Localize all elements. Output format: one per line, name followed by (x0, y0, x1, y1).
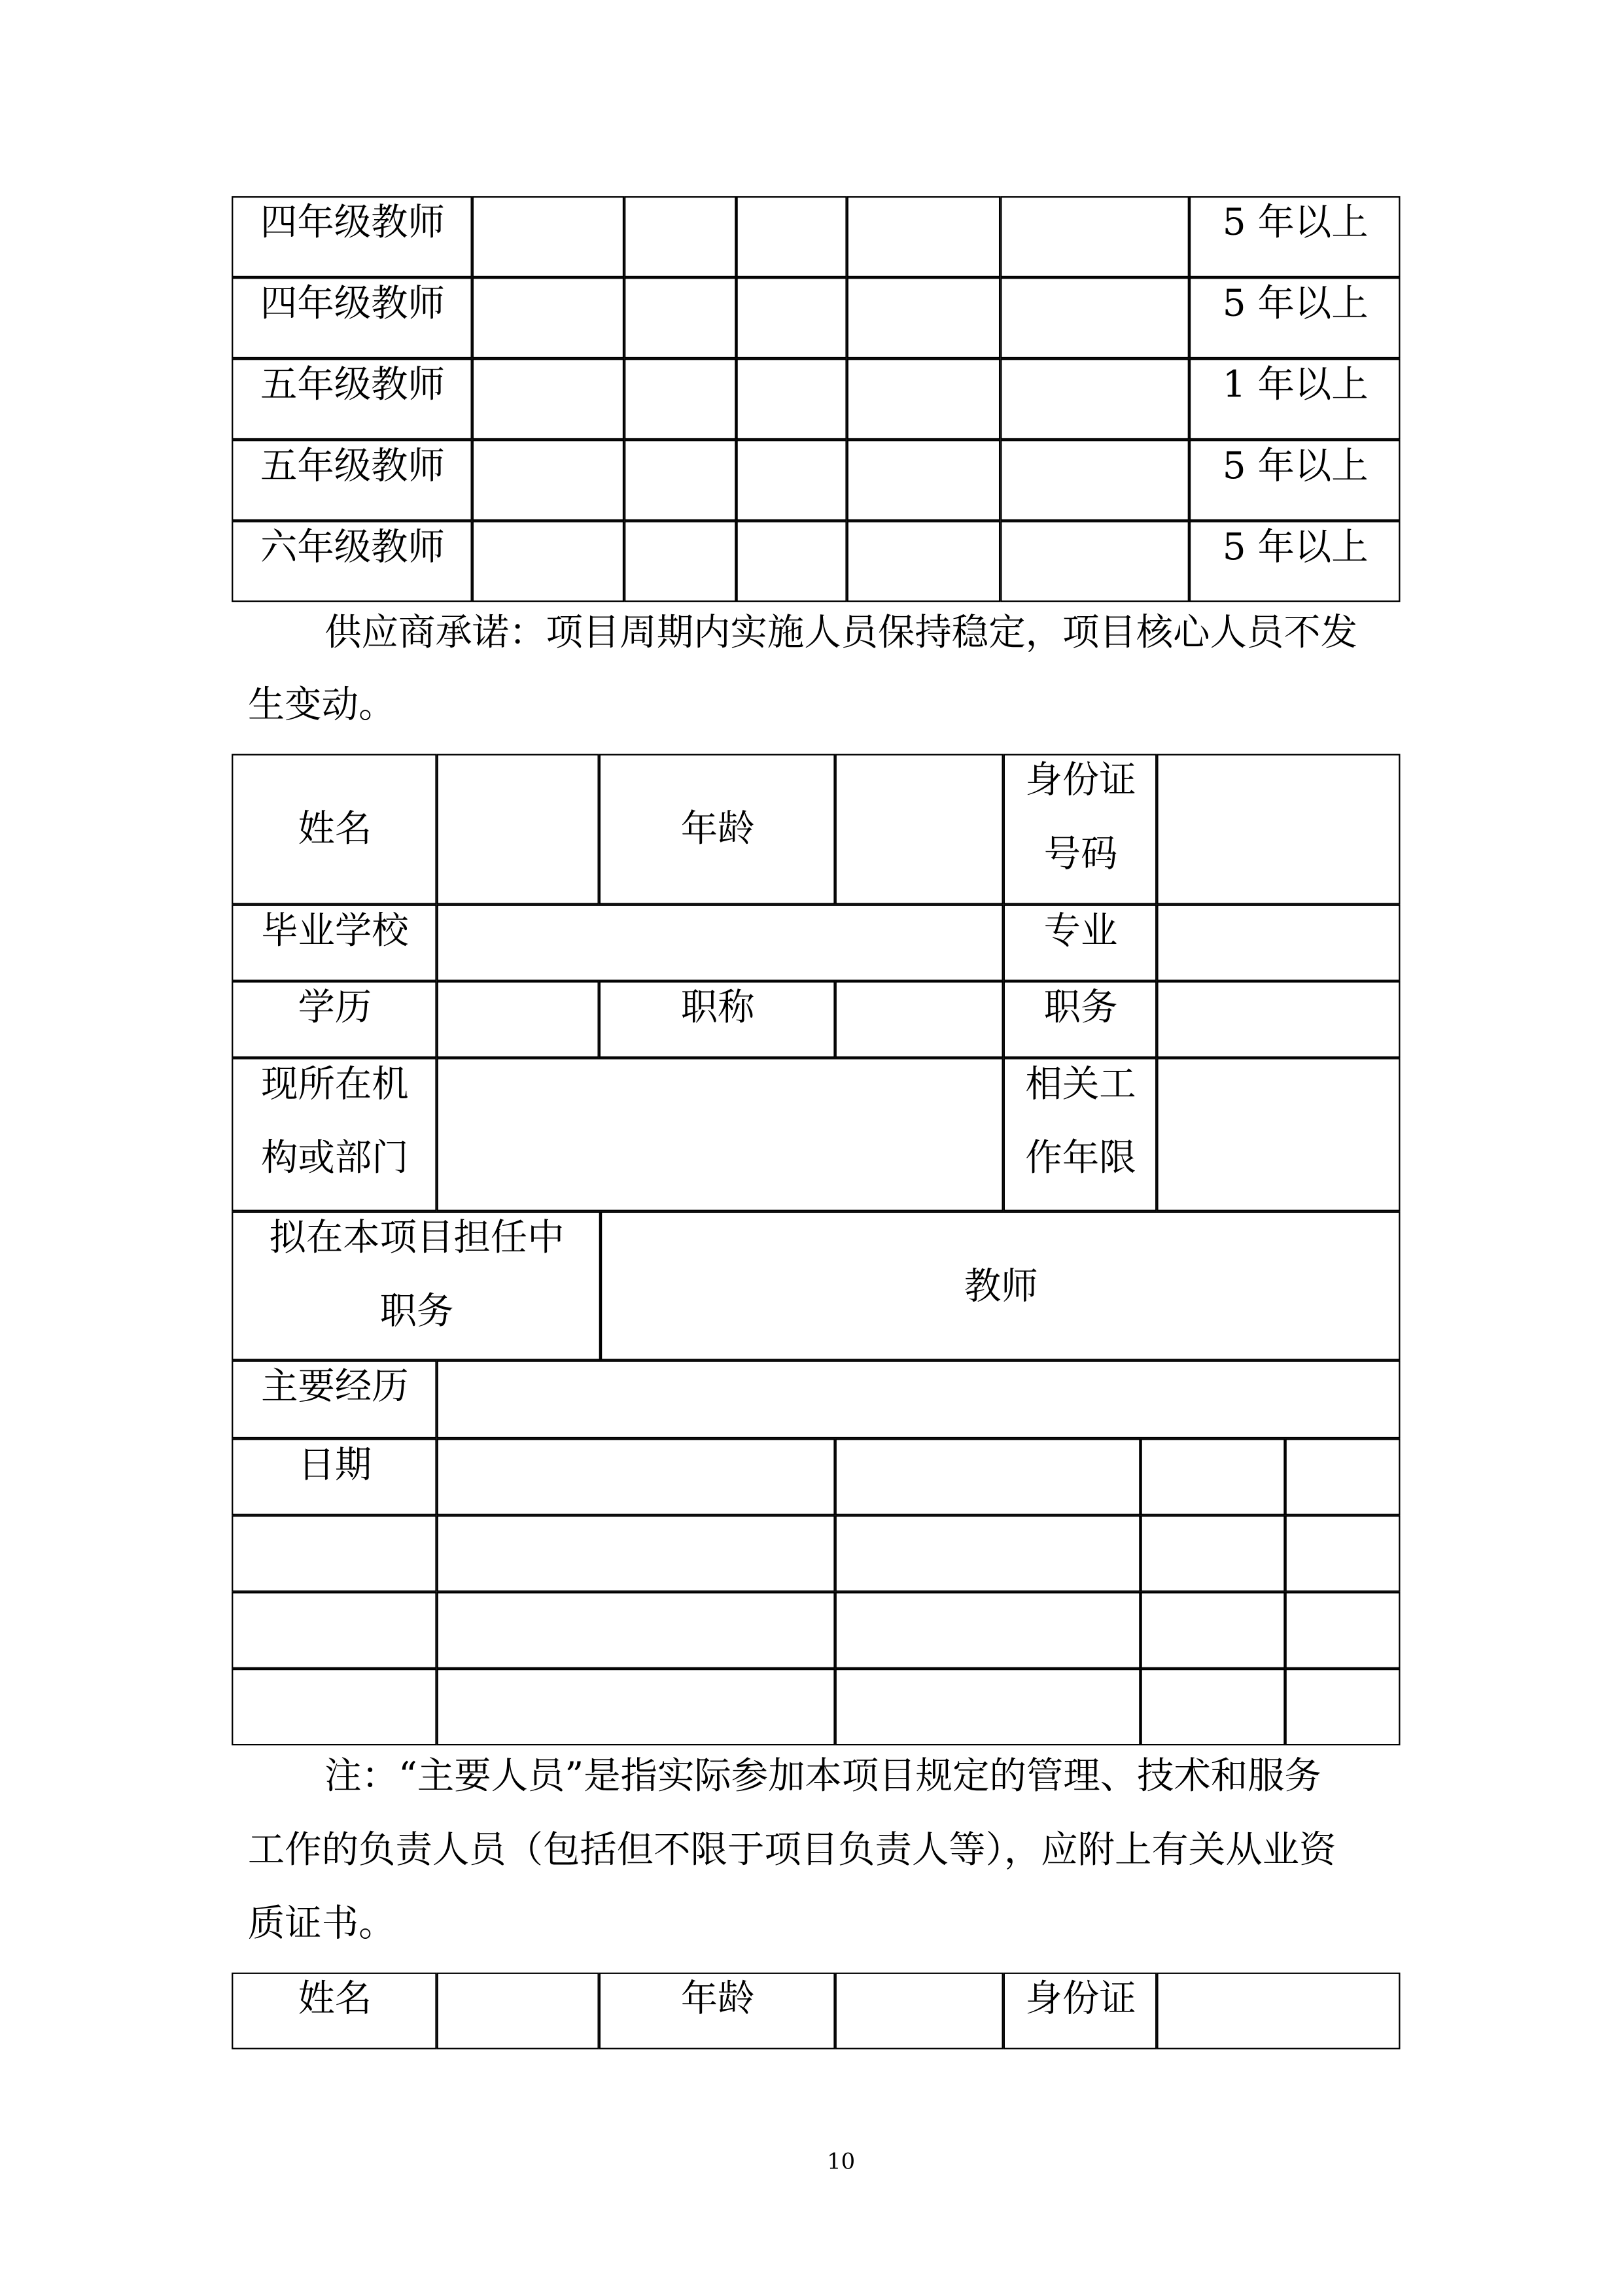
cell-text: 身份证 (1025, 1977, 1136, 2021)
label-cell (601, 1212, 1401, 1361)
empty-cell (1157, 905, 1401, 982)
empty-cell (1142, 1669, 1286, 1746)
empty-cell (1001, 359, 1190, 440)
empty-cell (438, 1669, 836, 1746)
cell-text: 1 年以上 (1222, 363, 1369, 407)
label-cell (232, 359, 473, 440)
empty-cell (737, 359, 848, 440)
empty-cell (473, 278, 625, 359)
empty-cell (232, 1669, 438, 1746)
label-cell (232, 1439, 438, 1516)
promise-line-2: 生变动。 (247, 683, 396, 726)
label-cell (1190, 521, 1401, 602)
cell-text: 日期 (298, 1443, 372, 1487)
empty-cell (737, 278, 848, 359)
empty-cell (1286, 1439, 1401, 1516)
empty-cell (438, 1516, 836, 1592)
note-line-1: 注：“主要人员”是指实际参加本项目规定的管理、技术和服务 (324, 1754, 1321, 1798)
empty-cell (1142, 1439, 1286, 1516)
empty-cell (473, 440, 625, 521)
label-cell (1004, 905, 1158, 982)
empty-cell (1157, 755, 1401, 905)
page-number: 10 (827, 2148, 856, 2175)
empty-cell (438, 1593, 836, 1669)
empty-cell (438, 1058, 1004, 1212)
empty-cell (438, 982, 600, 1058)
empty-cell (836, 1669, 1142, 1746)
cell-text: 四年级教师 (260, 282, 445, 326)
empty-cell (1142, 1593, 1286, 1669)
cell-text: 5 年以上 (1222, 444, 1369, 488)
empty-cell (438, 1439, 836, 1516)
cell-text: 职务 (1043, 986, 1118, 1030)
label-cell (600, 1974, 836, 2050)
cell-text: 年龄 (680, 1977, 755, 2021)
empty-cell (625, 197, 737, 278)
empty-cell (438, 1361, 1401, 1440)
label-cell (1004, 755, 1158, 905)
cell-text: 5 年以上 (1222, 282, 1369, 326)
empty-cell (848, 197, 1002, 278)
empty-cell (848, 521, 1002, 602)
cell-text: 年龄 (680, 807, 755, 851)
label-cell (1190, 278, 1401, 359)
label-cell (232, 1058, 438, 1212)
cell-text: 毕业学校 (261, 909, 409, 952)
empty-cell (848, 359, 1002, 440)
label-cell (232, 982, 438, 1058)
label-cell (600, 755, 836, 905)
cell-text: 主要经历 (261, 1365, 409, 1408)
empty-cell (625, 440, 737, 521)
empty-cell (836, 755, 1004, 905)
empty-cell (1001, 440, 1190, 521)
cell-text: 四年级教师 (260, 201, 445, 245)
label-cell (1190, 359, 1401, 440)
empty-cell (737, 197, 848, 278)
empty-cell (737, 440, 848, 521)
empty-cell (737, 521, 848, 602)
label-cell (232, 278, 473, 359)
promise-line-1: 供应商承诺：项目周期内实施人员保持稳定，项目核心人员不发 (324, 610, 1358, 654)
empty-cell (625, 278, 737, 359)
label-cell (232, 440, 473, 521)
label-cell (232, 1361, 438, 1440)
empty-cell (473, 197, 625, 278)
cell-text: 姓名 (298, 1977, 372, 2021)
label-cell (1004, 1058, 1158, 1212)
empty-cell (836, 1516, 1142, 1592)
label-cell (232, 1212, 601, 1361)
cell-text: 五年级教师 (260, 363, 445, 407)
empty-cell (1286, 1593, 1401, 1669)
cell-text: 5 年以上 (1222, 201, 1369, 245)
cell-text: 学历 (298, 986, 372, 1030)
empty-cell (232, 1516, 438, 1592)
empty-cell (232, 1593, 438, 1669)
empty-cell (438, 1974, 600, 2050)
empty-cell (1001, 197, 1190, 278)
empty-cell (1001, 278, 1190, 359)
cell-text: 六年级教师 (260, 525, 445, 569)
empty-cell (1157, 1058, 1401, 1212)
label-cell (232, 905, 438, 982)
label-cell (1004, 982, 1158, 1058)
empty-cell (836, 982, 1004, 1058)
empty-cell (438, 905, 1004, 982)
note-line-3: 质证书。 (247, 1902, 396, 1945)
note-line-2: 工作的负责人员（包括但不限于项目负责人等），应附上有关从业资 (247, 1828, 1336, 1871)
cell-text: 相关工 作年限 (1025, 1062, 1136, 1180)
empty-cell (1001, 521, 1190, 602)
cell-text: 专业 (1043, 909, 1118, 952)
empty-cell (625, 359, 737, 440)
label-cell (600, 982, 836, 1058)
empty-cell (473, 359, 625, 440)
cell-text: 现所在机 构或部门 (261, 1062, 409, 1180)
cell-text: 五年级教师 (260, 444, 445, 488)
empty-cell (473, 521, 625, 602)
empty-cell (1286, 1669, 1401, 1746)
label-cell (232, 755, 438, 905)
cell-text: 职称 (680, 986, 755, 1030)
label-cell (232, 1974, 438, 2050)
empty-cell (1142, 1516, 1286, 1592)
empty-cell (848, 440, 1002, 521)
label-cell (1190, 440, 1401, 521)
label-cell (232, 197, 473, 278)
cell-text: 拟在本项目担任中 职务 (269, 1216, 565, 1333)
empty-cell (1286, 1516, 1401, 1592)
label-cell (232, 521, 473, 602)
cell-text: 身份证 号码 (1025, 759, 1136, 876)
empty-cell (1157, 982, 1401, 1058)
cell-text: 姓名 (298, 807, 372, 851)
label-cell (1004, 1974, 1158, 2050)
label-cell (1190, 197, 1401, 278)
cell-text: 5 年以上 (1222, 525, 1369, 569)
empty-cell (836, 1593, 1142, 1669)
empty-cell (625, 521, 737, 602)
empty-cell (1157, 1974, 1401, 2050)
empty-cell (836, 1439, 1142, 1516)
empty-cell (848, 278, 1002, 359)
empty-cell (836, 1974, 1004, 2050)
empty-cell (438, 755, 600, 905)
cell-text: 教师 (964, 1264, 1038, 1308)
